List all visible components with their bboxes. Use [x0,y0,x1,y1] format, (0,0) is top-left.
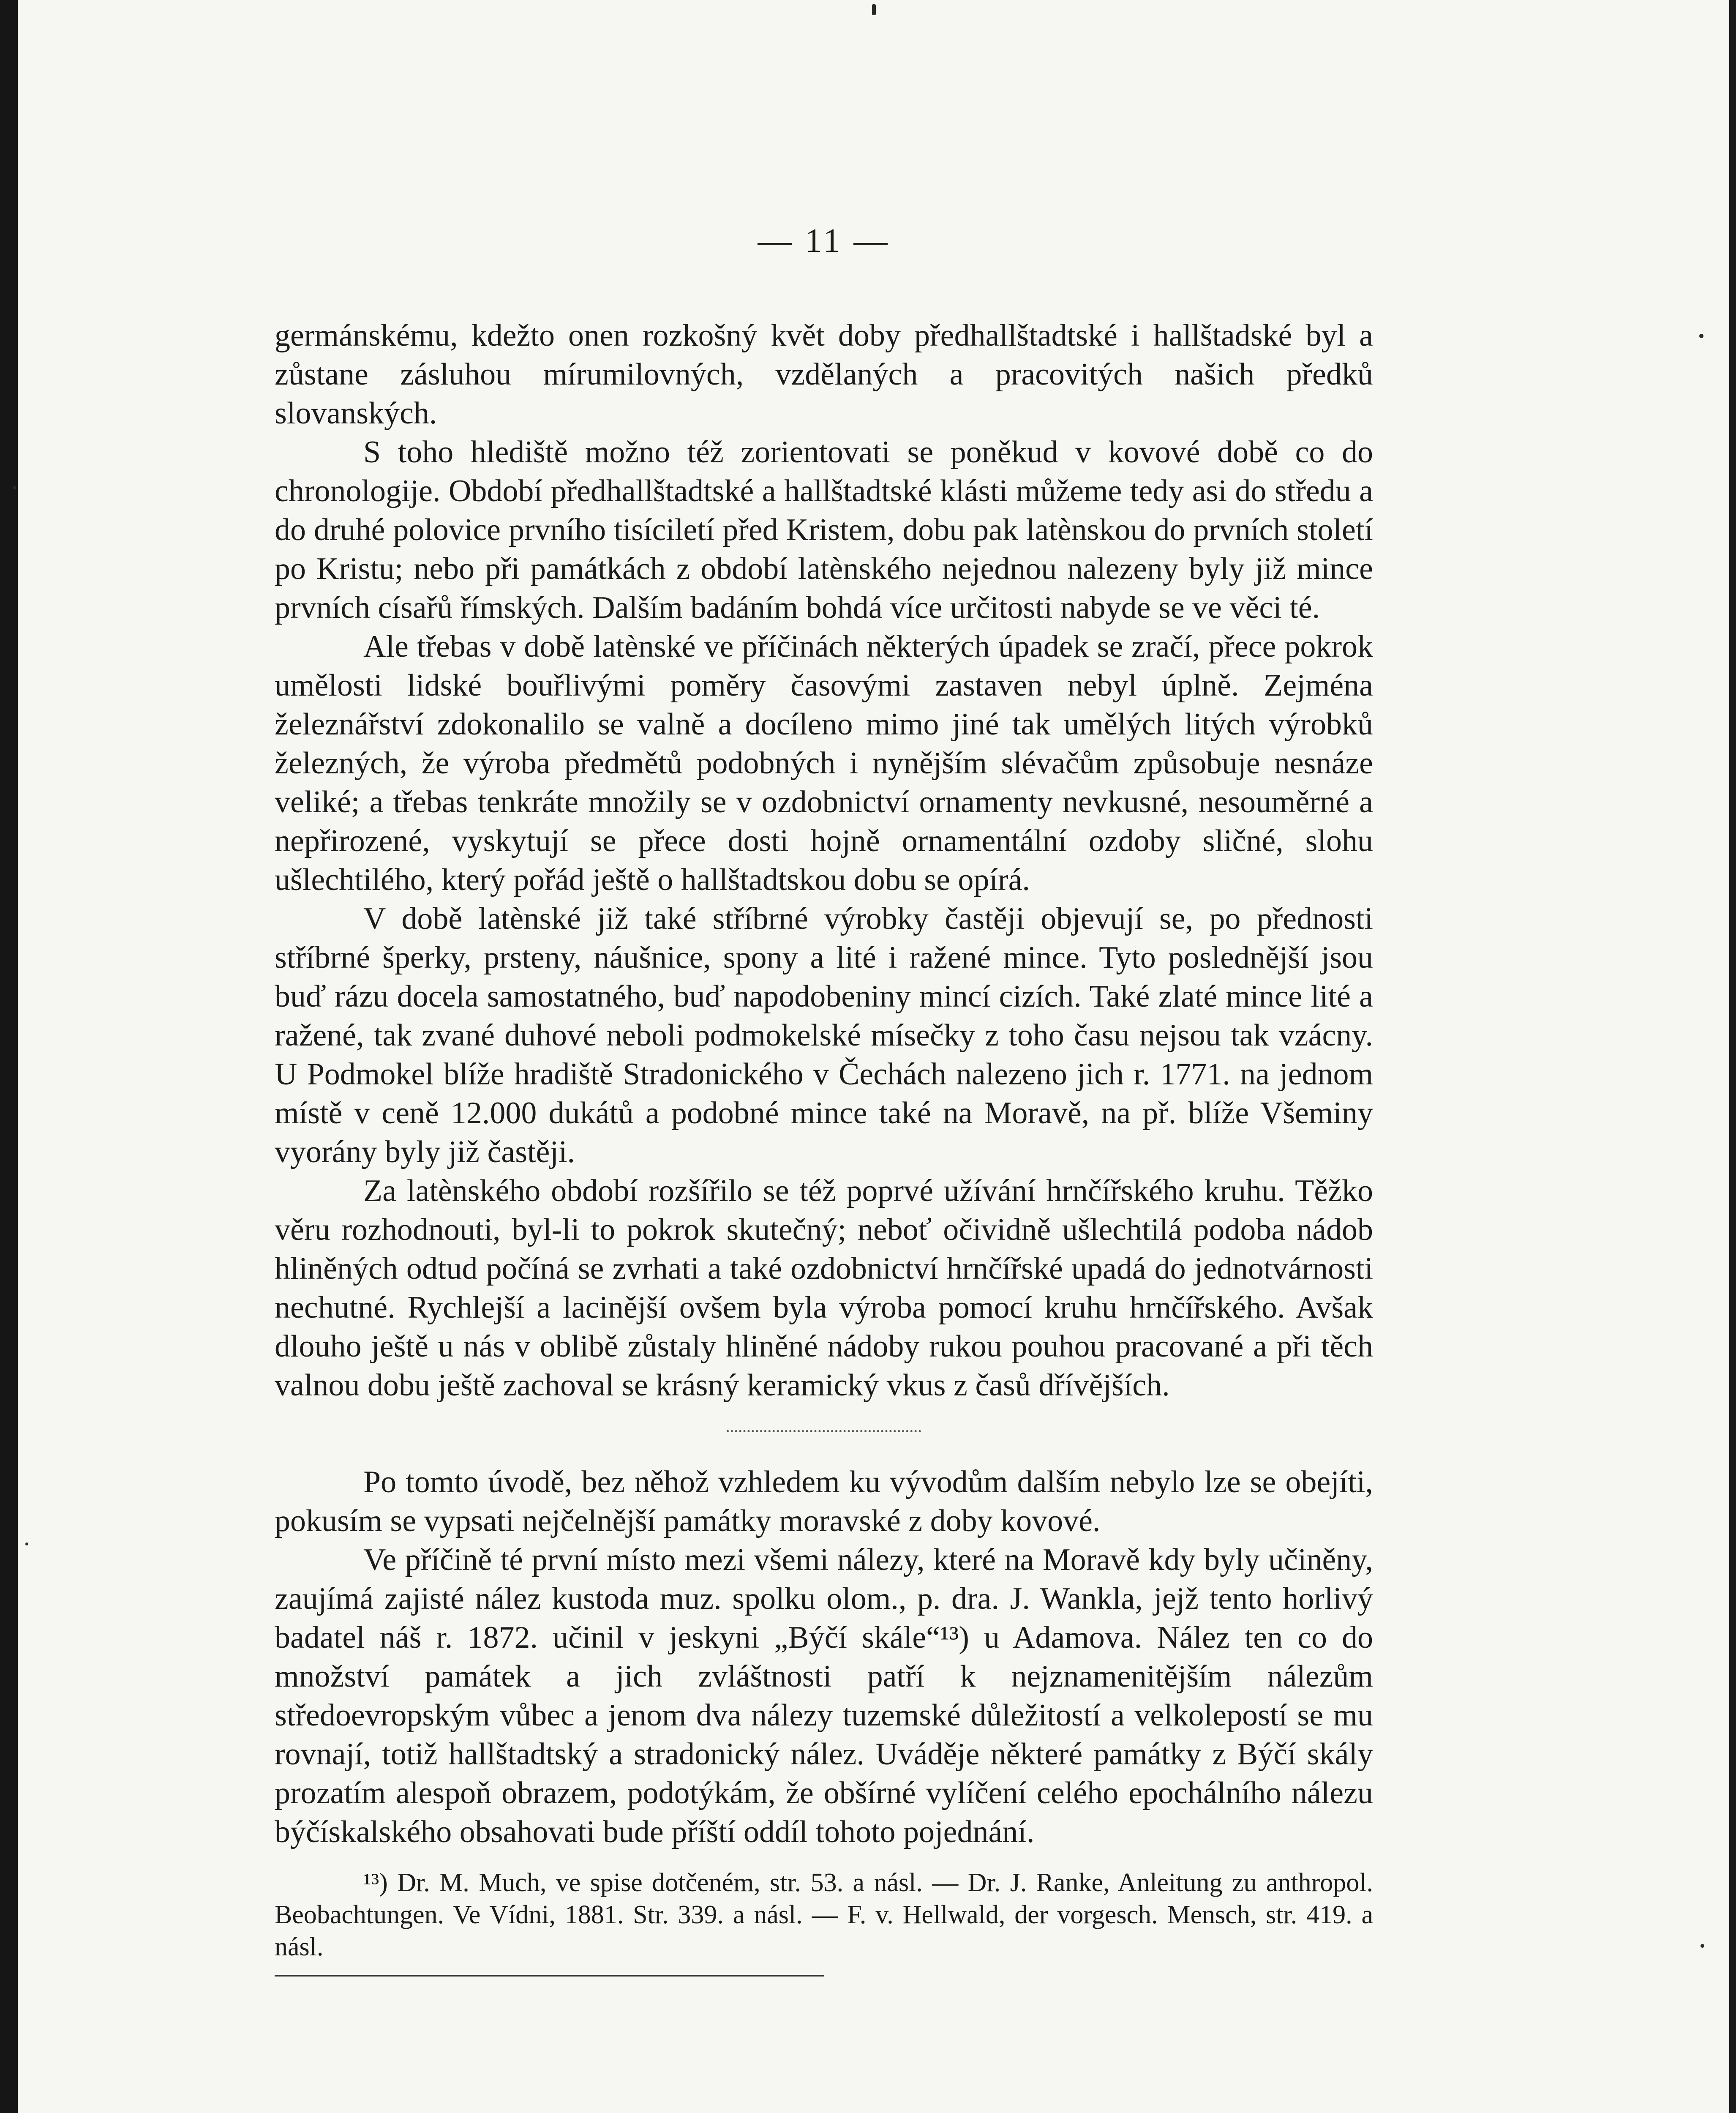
scan-speck [1701,1944,1704,1948]
section-separator [727,1430,921,1432]
scan-edge-right [1729,0,1736,2113]
paragraph-chronology: S toho hlediště možno též zorientovati se poněkud v kovové době co do chronologije. Období předhallštadtské a hallštadtské klásti můžeme tedy asi do středu a do druhé polovice prvního tisíciletí před Kristem, dobu pak latènskou do prvních století po Kristu; nebo při památkách z období latènského nejednou nalezeny byly již mince prvních císařů římských. Dalším badáním bohdá více určitosti nabyde se ve věci té. [275,435,1373,625]
paragraph-silver-coins: V době latènské již také stříbrné výrobky častěji objevují se, po přednosti stříbrné šperky, prsteny, náušnice, spony a lité i ražené mince. Tyto poslednější jsou buď rázu docela samostatného, buď napodobeniny mincí cizích. Také zlaté mince lité a ražené, tak zvané duhové neboli podmokelské mísečky z toho času nejsou tak vzácny. U Podmokel blíže hradiště Stradonického v Čechách nalezeno jich r. 1771. na jednom místě v ceně 12.000 dukátů a podobné mince také na Moravě, na př. blíže Všeminy vyorány byly již častěji. [275,901,1373,1169]
paragraph-continued: germánskému, kdežto onen rozkošný květ doby předhallštadtské i hallštadské byl a zůstane zásluhou mírumilovných, vzdělaných a pracovitých našich předků slovanských. [275,318,1373,431]
footnote-13: ¹³) Dr. M. Much, ve spise dotčeném, str. 53. a násl. — Dr. J. Ranke, Anleitung zu anthropol. Beobachtungen. Ve Vídni, 1881. Str. 339. a násl. — F. v. Hellwald, der vorgesch. Mensch, str. 419. a násl. [275,1868,1373,1961]
scan-speck [872,4,876,15]
paragraph-byci-skala: Ve příčině té první místo mezi všemi nálezy, které na Moravě kdy byly učiněny, zaujímá zajisté nález kustoda muz. spolku olom., p. dra. J. Wankla, jejž tento horlivý badatel náš r. 1872. učinil v jeskyni „Býčí skále“¹³) u Adamova. Nález ten co do množství památek a jich zvláštnosti patří k nejznamenitějším nálezům středoevropským vůbec a jenom dva nálezy tuzemské důležitostí a velkolepostí se mu rovnají, totiž hallštadtský a stradonický nález. Uváděje některé památky z Býčí skály prozatím alespoň obrazem, podotýkám, že obšírné vylíčení celého epochálního nálezu býčískalského obsahovati bude příští oddíl tohoto pojednání. [275,1542,1373,1849]
paragraph-potters-wheel: Za latènského období rozšířilo se též poprvé užívání hrnčířského kruhu. Těžko věru rozhodnouti, byl-li to pokrok skutečný; neboť očividně ušlechtilá podoba nádob hliněných odtud počíná se zvrhati a také ozdobnictví hrnčířské upadá do jednotvárnosti nechutné. Rychlejší a lacinější ovšem byla výroba pomocí kruhu hrnčířského. Avšak dlouho ještě u nás v oblibě zůstaly hliněné nádoby rukou pouhou pracované a při těch valnou dobu ještě zachoval se krásný keramický vkus z časů dřívějších. [275,1174,1373,1403]
scan-speck [25,1542,28,1545]
scan-edge-left [0,0,18,2113]
text-column [275,220,1373,1977]
scan-speck [13,486,16,489]
footnote-rule [275,1975,824,1977]
page-number: — 11 — [758,222,890,259]
paragraph-latene-progress: Ale třebas v době latènské ve příčinách některých úpadek se zračí, přece pokrok umělosti lidské bouřlivými poměry časovými zastaven nebyl úplně. Zejména železnářství zdokonalilo se valně a docíleno mimo jiné tak umělých litých výrobků železných, že výroba předmětů podobných i nynějším slévačům způsobuje nesnáze veliké; a třebas tenkráte množily se v ozdobnictví ornamenty nevkusné, nesouměrné a nepřirozené, vyskytují se přece dosti hojně ornamentální ozdoby sličné, slohu ušlechtilého, který pořád ještě o hallštadtskou dobu se opírá. [275,629,1373,897]
paragraph-introduction: Po tomto úvodě, bez něhož vzhledem ku vývodům dalším nebylo lze se obejíti, pokusím se vypsati nejčelnější památky moravské z doby kovové. [275,1465,1373,1538]
scan-speck [1699,334,1703,338]
